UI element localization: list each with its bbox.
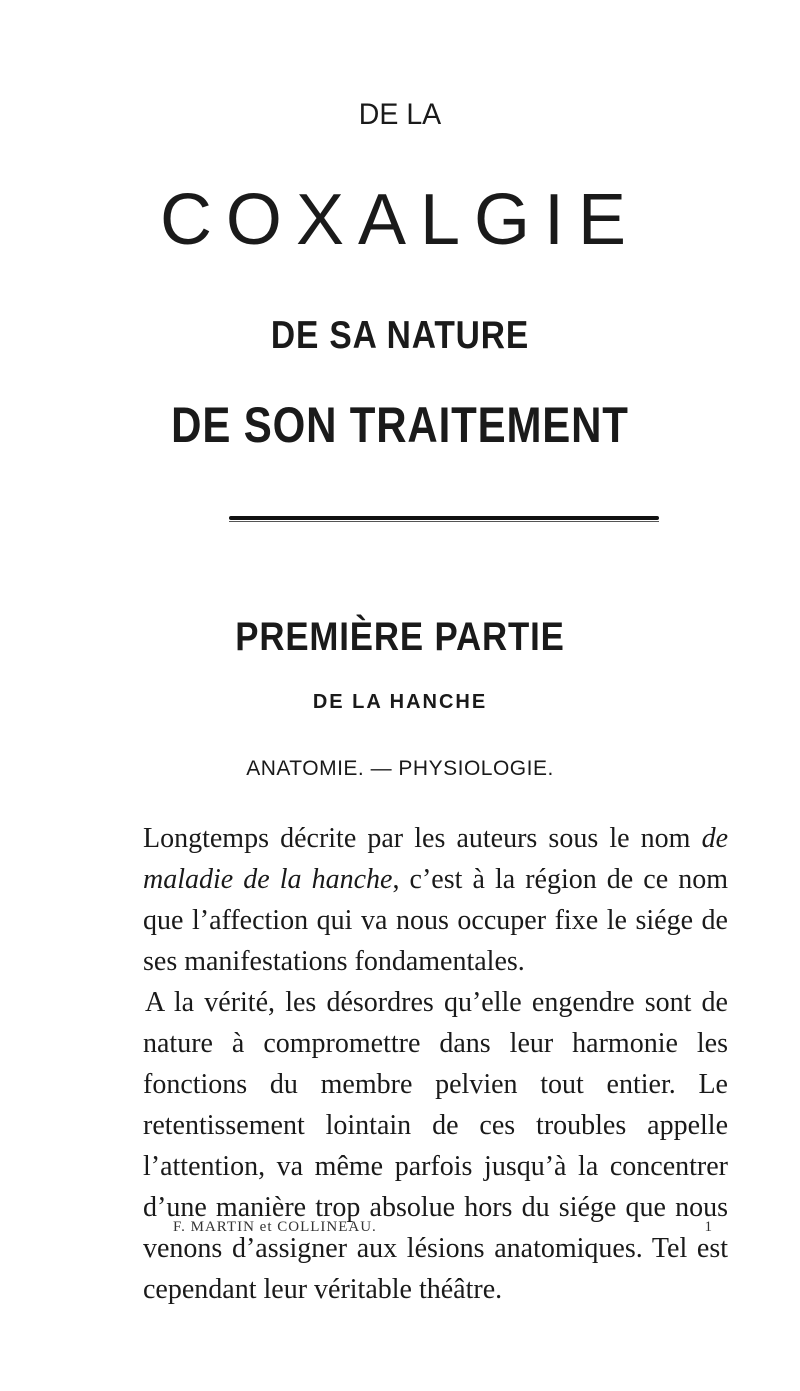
divider-rule	[229, 516, 659, 520]
printer-signature: F. MARTIN et COLLINEAU.	[173, 1219, 377, 1235]
paragraph-1-end: , c’est à la région de ce nom que l’affection qui va nous occuper fixe le siége de ses manifestations fondamentales.	[143, 864, 728, 977]
paragraph-2: A la vérité, les désordres qu’elle engendre sont de nature à compromettre dans leur harmonie les fonctions du membre pelvien tout entier. Le retentissement lointain de ces troubles appelle l’attention, va même parfois jusqu’à la concentrer d’une manière trop absolue hors du siége que nous venons d’assigner aux lésions anatomiques. Tel est cependant leur véritable théâtre.	[143, 987, 728, 1305]
part-title: PREMIÈRE PARTIE	[235, 615, 565, 659]
section-topics: ANATOMIE. — PHYSIOLOGIE.	[246, 757, 554, 780]
main-title: COXALGIE	[159, 180, 641, 260]
subtitle-nature: DE SA NATURE	[270, 314, 530, 357]
part-subtitle: DE LA HANCHE	[312, 691, 488, 713]
body-text	[143, 818, 728, 1310]
pre-title: DE LA	[358, 98, 442, 131]
sheet-number: 1	[704, 1219, 713, 1235]
paragraph-1-italic: de maladie de la hanche	[143, 823, 728, 895]
subtitle-traitement: DE SON TRAITEMENT	[171, 397, 629, 453]
paragraph-1	[143, 818, 728, 982]
divider-rule-thin	[229, 521, 659, 522]
paragraph-1-start: Longtemps décrite par les auteurs sous le nom	[143, 823, 702, 854]
